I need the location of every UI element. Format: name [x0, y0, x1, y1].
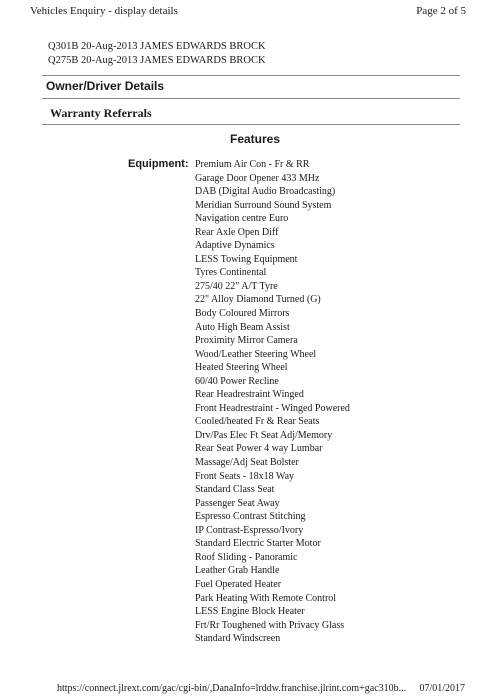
equipment-item: Fuel Operated Heater: [195, 578, 282, 590]
equipment-item: 22" Alloy Diamond Turned (G): [195, 294, 321, 306]
vehicle-reference-line: Q275B 20-Aug-2013 JAMES EDWARDS BROCK: [48, 55, 266, 66]
equipment-item: LESS Engine Block Heater: [195, 606, 305, 618]
equipment-item: Wood/Leather Steering Wheel: [195, 348, 317, 360]
equipment-item: Roof Sliding - Panoramic: [195, 551, 298, 563]
equipment-item: Navigation centre Euro: [195, 213, 289, 225]
page-number: Page 2 of 5: [416, 5, 466, 17]
equipment-item: Meridian Surround Sound System: [195, 199, 332, 211]
equipment-list: [195, 158, 350, 646]
equipment-item: Leather Grab Handle: [195, 565, 280, 577]
equipment-item: Body Coloured Mirrors: [195, 308, 290, 320]
equipment-item: Garage Door Opener 433 MHz: [195, 172, 320, 184]
warranty-referrals-heading: Warranty Referrals: [50, 106, 152, 120]
vehicle-reference-line: Q301B 20-Aug-2013 JAMES EDWARDS BROCK: [48, 41, 266, 52]
equipment-item: Tyres Continental: [195, 267, 267, 279]
footer-date: 07/01/2017: [419, 683, 465, 694]
equipment-item: Standard Windscreen: [195, 633, 281, 645]
footer-url: https://connect.jlrext.com/gac/cgi-bin/,DanaInfo=lrddw.franchise.jlrint.com+gac310b...: [57, 683, 407, 694]
equipment-item: 275/40 22" A/T Tyre: [195, 280, 278, 292]
equipment-item: Front Headrestraint - Winged Powered: [195, 402, 350, 414]
equipment-item: IP Contrast-Espresso/Ivory: [195, 524, 304, 536]
equipment-item: Proximity Mirror Camera: [195, 335, 298, 347]
equipment-item: Front Seats - 18x18 Way: [195, 470, 295, 482]
equipment-item: Rear Axle Open Diff: [195, 226, 279, 238]
equipment-item: Espresso Contrast Stitching: [195, 511, 306, 523]
document-title: Vehicles Enquiry - display details: [30, 5, 178, 17]
section-divider: [42, 98, 460, 99]
equipment-item: LESS Towing Equipment: [195, 253, 298, 265]
owner-driver-details-heading: Owner/Driver Details: [46, 79, 165, 93]
equipment-label: Equipment:: [128, 158, 189, 170]
equipment-item: Passenger Seat Away: [195, 497, 280, 509]
equipment-item: Frt/Rr Toughened with Privacy Glass: [195, 619, 345, 631]
features-heading: Features: [230, 132, 281, 146]
equipment-item: Drv/Pas Elec Ft Seat Adj/Memory: [195, 429, 333, 441]
equipment-item: Rear Headrestraint Winged: [195, 389, 304, 401]
equipment-item: Rear Seat Power 4 way Lumbar: [195, 443, 323, 455]
equipment-item: Premium Air Con - Fr & RR: [195, 159, 310, 170]
equipment-item: 60/40 Power Recline: [195, 375, 279, 387]
equipment-item: Standard Class Seat: [195, 484, 275, 496]
equipment-item: Adaptive Dynamics: [195, 240, 275, 252]
equipment-item: Standard Electric Starter Motor: [195, 538, 321, 550]
equipment-item: Park Heating With Remote Control: [195, 592, 337, 604]
section-divider: [42, 75, 460, 76]
section-divider: [42, 124, 460, 125]
equipment-item: DAB (Digital Audio Broadcasting): [195, 186, 336, 198]
equipment-item: Auto High Beam Assist: [195, 321, 290, 333]
equipment-item: Heated Steering Wheel: [195, 362, 288, 374]
equipment-item: Cooled/heated Fr & Rear Seats: [195, 416, 320, 428]
equipment-item: Massage/Adj Seat Bolster: [195, 457, 299, 469]
